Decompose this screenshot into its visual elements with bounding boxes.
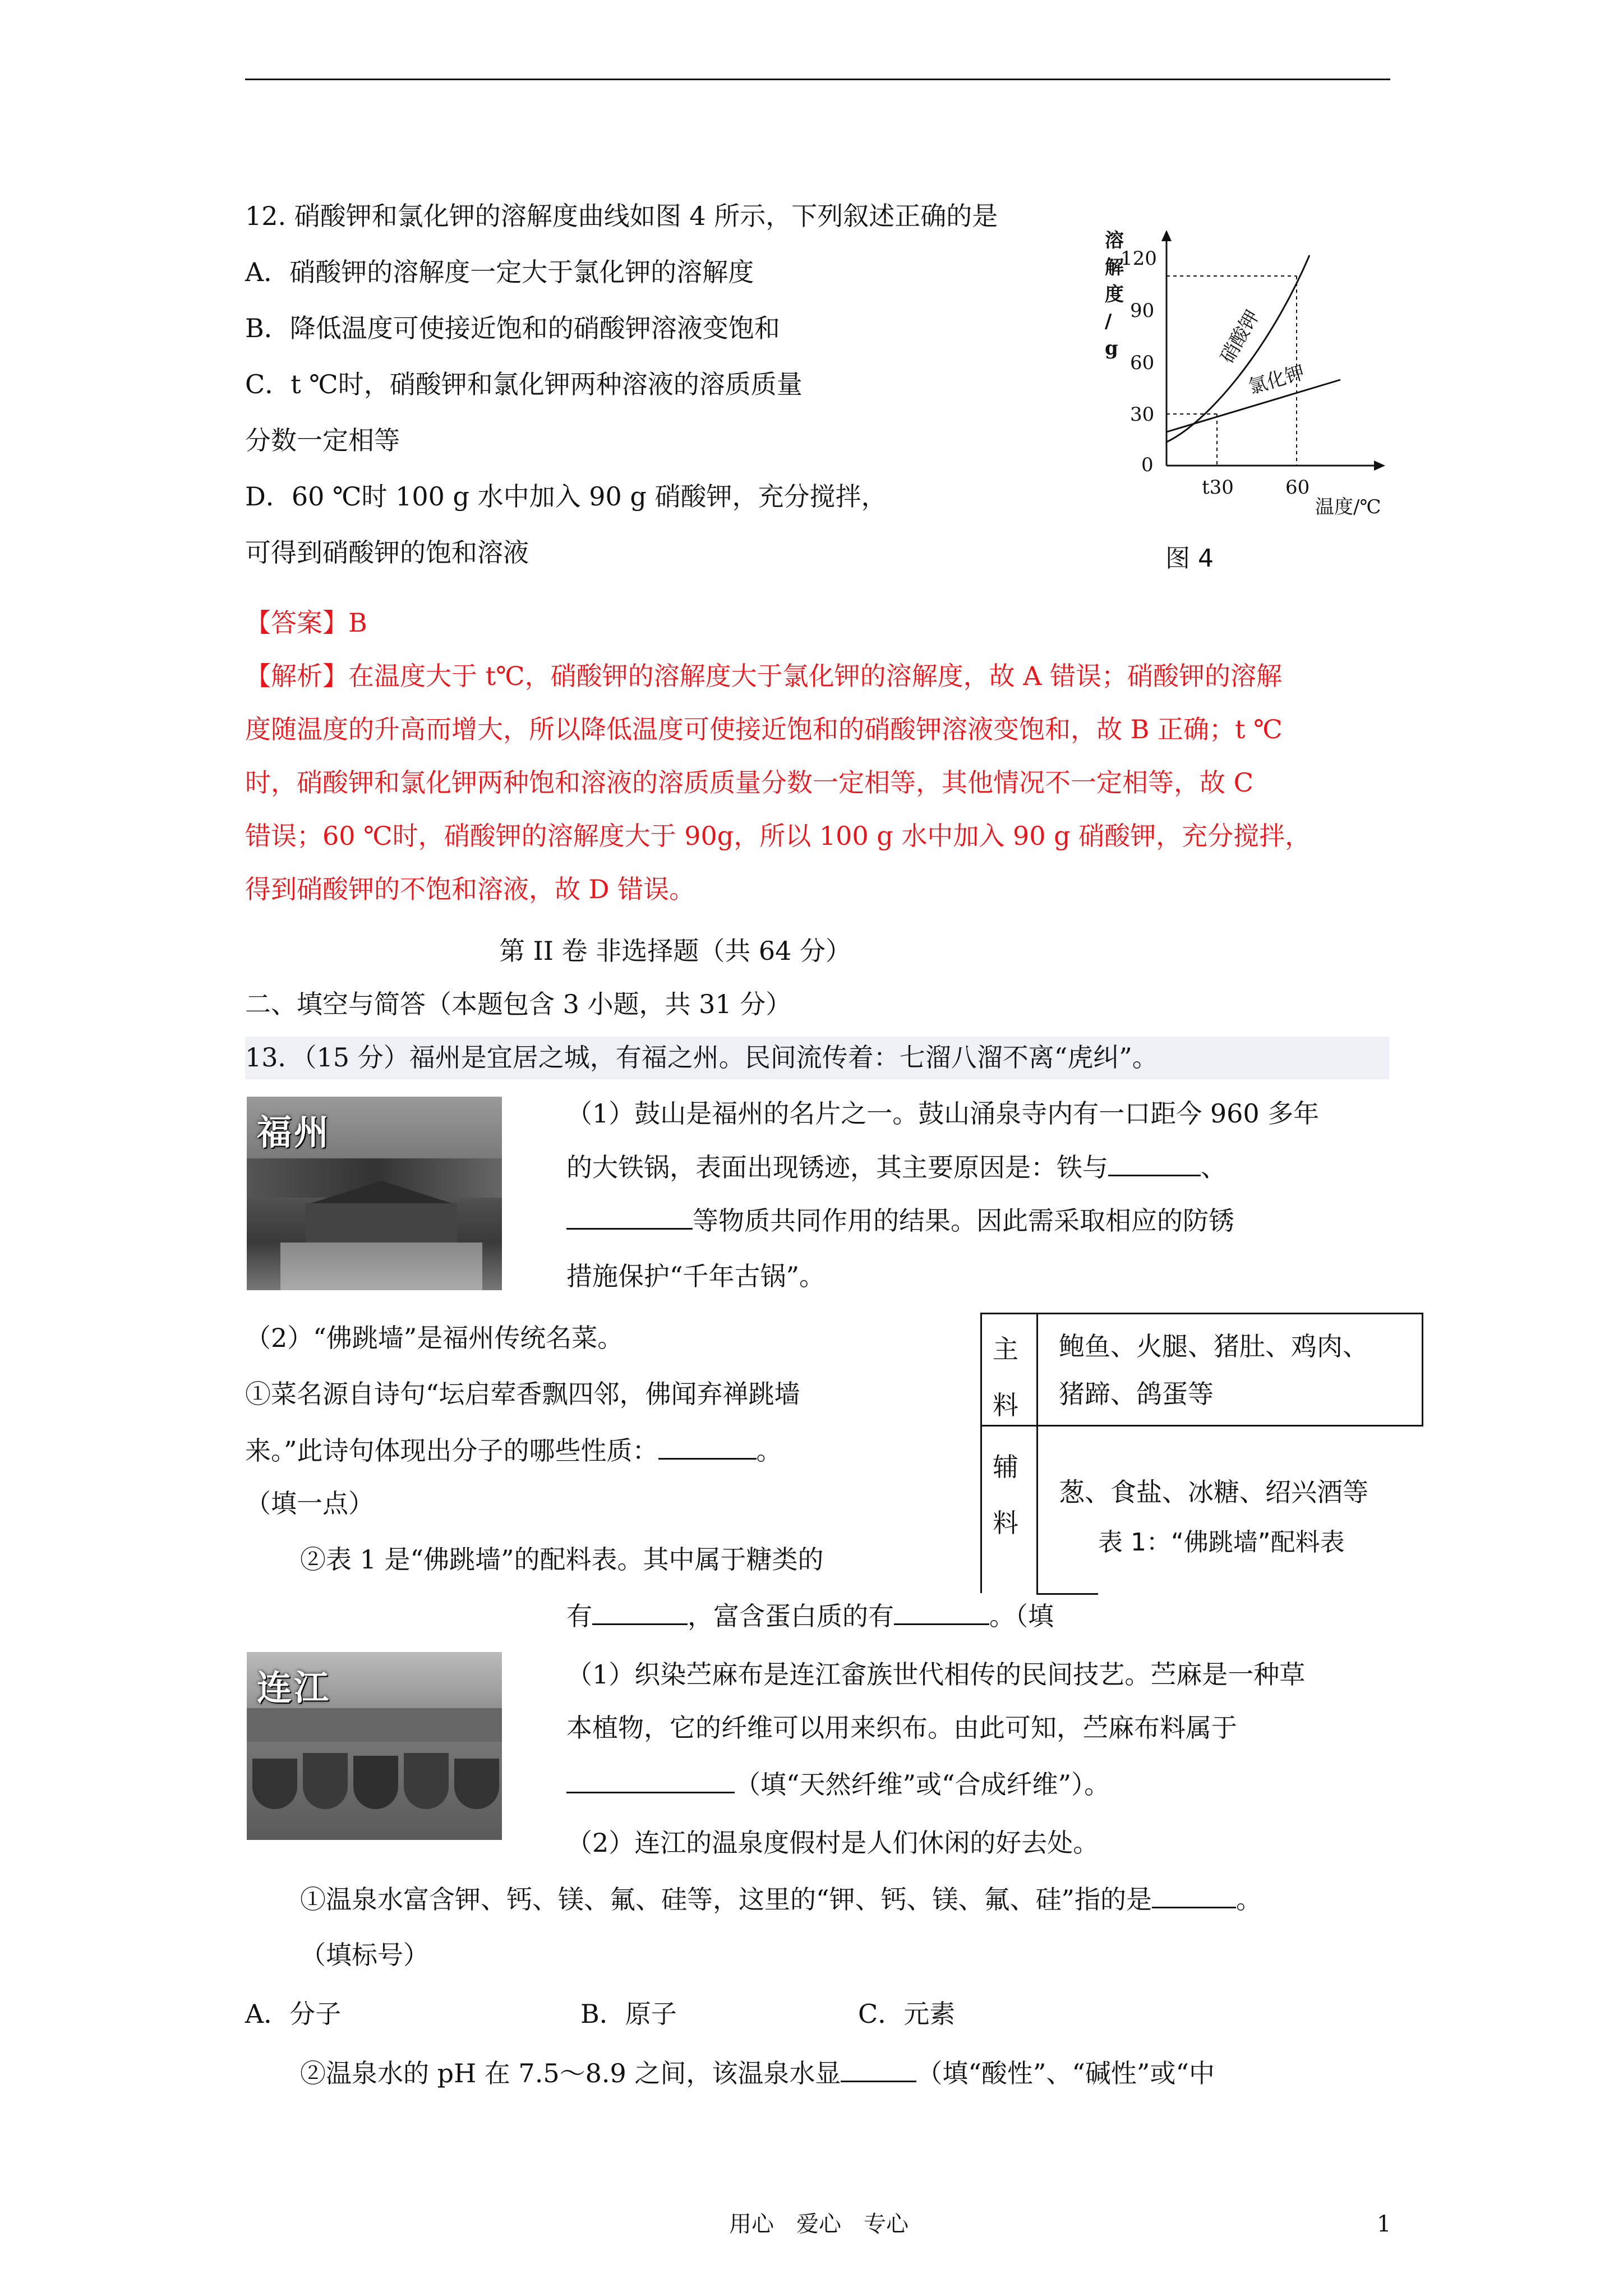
q13-option-b: B．原子 [580, 1999, 677, 2029]
solubility-figure [1082, 224, 1396, 583]
xtick-t30: t30 [1202, 476, 1234, 499]
q12-analysis-line2: 度随温度的升高而增大，所以降低温度可使接近饱和的硝酸钾溶液变饱和，故 B 正确；t ℃ [245, 714, 1283, 744]
q13-p3-line2: 本植物，它的纤维可以用来织布。由此可知，苎麻布料属于 [566, 1713, 1237, 1743]
q12-analysis-line1: 【解析】在温度大于 t℃，硝酸钾的溶解度大于氯化钾的溶解度，故 A 错误；硝酸钾的溶解 [245, 661, 1283, 691]
ylabel-char: / [1105, 310, 1112, 333]
q13-p5-text-b: （填“酸性”、“碱性”或“中 [916, 2058, 1215, 2088]
figure-xlabel: 温度/℃ [1315, 496, 1381, 518]
q13-p2-line5: ②表 1 是“佛跳墙”的配料表。其中属于糖类的 [300, 1544, 824, 1575]
q12-option-c-line2: 分数一定相等 [245, 425, 400, 455]
photo-boat-2 [303, 1753, 348, 1809]
q12-answer: 【答案】B [245, 608, 367, 638]
ytick-90: 90 [1130, 300, 1155, 322]
blank-rust-2[interactable] [566, 1203, 693, 1230]
photo-temple [306, 1203, 457, 1243]
q13-p2-line6-c: 。（填 [989, 1601, 1054, 1631]
blank-molecule[interactable] [658, 1433, 757, 1460]
q12-stem: 12. 硝酸钾和氯化钾的溶解度曲线如图 4 所示，下列叙述正确的是 [245, 201, 998, 231]
table-row2-value: 葱、食盐、冰糖、绍兴酒等 [1059, 1477, 1368, 1507]
figure-caption: 图 4 [1165, 544, 1214, 573]
q12-option-d-line1: D．60 ℃时 100 g 水中加入 90 g 硝酸钾，充分搅拌， [245, 481, 887, 512]
blank-protein[interactable] [894, 1599, 989, 1625]
q12-analysis-line3: 时，硝酸钾和氯化钾两种饱和溶液的溶质质量分数一定相等，其他情况不一定相等，故 C [245, 767, 1253, 798]
q13-p3-line3 [566, 1767, 1110, 1801]
table-row2-head: 辅料 [993, 1452, 1018, 1538]
q13-option-a: A．分子 [245, 1999, 342, 2029]
q13-option-c: C．元素 [858, 1999, 956, 2029]
q13-stem: 13．（15 分）福州是宜居之城，有福之州。民间流传着：七溜八溜不离“虎纠”。 [245, 1042, 1158, 1073]
q12-option-b: B．降低温度可使接近饱和的硝酸钾溶液变饱和 [245, 313, 780, 343]
q12-option-c-line1: C．t ℃时，硝酸钾和氯化钾两种溶液的溶质质量 [245, 369, 803, 399]
blank-ph[interactable] [841, 2056, 916, 2082]
lianjiang-photo [247, 1652, 502, 1840]
q13-p2-line6 [566, 1599, 1054, 1633]
q13-p4-line3: （填标号） [300, 1940, 429, 1970]
part2-title: 第 II 卷 非选择题（共 64 分） [499, 936, 851, 966]
header-rule [245, 79, 1390, 80]
q13-p4-line2-end: 。 [1236, 1884, 1262, 1915]
q13-p2-line6-a: 有 [566, 1601, 592, 1631]
q13-p1-line3 [566, 1203, 1234, 1237]
footer-motto: 用心 爱心 专心 [729, 2211, 909, 2237]
lianjiang-photo-tag: 连江 [257, 1667, 331, 1708]
xtick-60: 60 [1285, 476, 1310, 499]
q13-p3-line3-text: （填“天然纤维”或“合成纤维”）。 [735, 1769, 1110, 1800]
q13-p1-line2-text: 的大铁锅，表面出现锈迹，其主要原因是：铁与 [566, 1152, 1108, 1182]
photo-boat-4 [404, 1753, 449, 1809]
q12-option-a: A．硝酸钾的溶解度一定大于氯化钾的溶解度 [245, 257, 754, 287]
q13-p1-line4: 措施保护“千年古锅”。 [566, 1261, 826, 1291]
q12-analysis-line4: 错误；60 ℃时，硝酸钾的溶解度大于 90g，所以 100 g 水中加入 90 g 硝酸钾，充分搅拌， [245, 821, 1311, 851]
blank-element[interactable] [1152, 1882, 1236, 1908]
q13-p1-line2 [566, 1150, 1227, 1184]
ingredient-table [980, 1313, 1429, 1593]
fuzhou-photo [247, 1097, 502, 1290]
q13-p4-line2 [300, 1882, 1262, 1916]
q13-p4-line2-text: ①温泉水富含钾、钙、镁、氟、硅等，这里的“钾、钙、镁、氟、硅”指的是 [300, 1884, 1152, 1915]
photo-boat-5 [454, 1759, 499, 1809]
section2-heading: 二、填空与简答（本题包含 3 小题，共 31 分） [245, 989, 792, 1019]
table-right-border [1422, 1313, 1423, 1426]
table-bottom-stub [1036, 1593, 1098, 1595]
q13-p2-line1: （2）“佛跳墙”是福州传统名菜。 [245, 1323, 624, 1353]
q13-p5-text-a: ②温泉水的 pH 在 7.5～8.9 之间，该温泉水显 [300, 2058, 841, 2088]
photo-ground [280, 1243, 482, 1290]
table-row1-value-line1: 鲍鱼、火腿、猪肚、鸡肉、 [1059, 1331, 1368, 1361]
photo-shore [247, 1708, 502, 1742]
x-axis-arrow [1374, 461, 1385, 471]
q13-p2-line6-b: ，富含蛋白质的有 [688, 1601, 894, 1631]
ylabel-char: 溶 [1105, 229, 1124, 252]
q13-p2-line4: （填一点） [245, 1488, 374, 1519]
q13-p2-line2: ①菜名源自诗句“坛启荤香飘四邻，佛闻弃禅跳墙 [245, 1379, 800, 1409]
q13-p3-line1: （1）织染苎麻布是连江畲族世代相传的民间技艺。苎麻是一种草 [566, 1659, 1306, 1690]
q13-p2-line3-end: 。 [756, 1435, 782, 1466]
q12-option-d-line2: 可得到硝酸钾的饱和溶液 [245, 537, 529, 568]
ylabel-char: g [1105, 337, 1118, 360]
fuzhou-photo-tag: 福州 [257, 1112, 331, 1153]
y-axis-arrow [1161, 230, 1172, 241]
q13-p5-line [300, 2056, 1215, 2090]
q13-p1-line1: （1）鼓山是福州的名片之一。鼓山涌泉寺内有一口距今 960 多年 [566, 1098, 1320, 1129]
table-row1-head: 主料 [993, 1334, 1018, 1420]
ylabel-char: 度 [1105, 283, 1124, 306]
blank-sugar[interactable] [592, 1599, 688, 1625]
table-row1-value-line2: 猪蹄、鸽蛋等 [1059, 1379, 1214, 1409]
page-number: 1 [1377, 2211, 1391, 2237]
table-caption: 表 1：“佛跳墙”配料表 [1098, 1528, 1345, 1557]
ytick-60: 60 [1130, 352, 1155, 374]
blank-fiber[interactable] [566, 1767, 735, 1793]
table-top-border [980, 1313, 1423, 1314]
ylabel-char: 解 [1105, 256, 1124, 279]
table-col-divider [1036, 1313, 1038, 1593]
photo-boat-1 [252, 1759, 297, 1809]
q13-p2-line3 [245, 1433, 782, 1467]
q13-p4-line1: （2）连江的温泉度假村是人们休闲的好去处。 [566, 1828, 1099, 1858]
ytick-120: 120 [1121, 247, 1157, 270]
photo-boat-3 [353, 1756, 398, 1809]
q13-p1-line3-text: 等物质共同作用的结果。因此需采取相应的防锈 [693, 1205, 1234, 1236]
table-row-divider [980, 1425, 1423, 1427]
kno3-label: 硝酸钾 [1216, 306, 1264, 367]
q12-analysis-line5: 得到硝酸钾的不饱和溶液，故 D 错误。 [245, 874, 695, 904]
q13-p2-line3-text: 来。”此诗句体现出分子的哪些性质： [245, 1435, 658, 1466]
kcl-label: 氯化钾 [1246, 361, 1307, 399]
q13-p1-line2-sep: 、 [1201, 1152, 1227, 1182]
ytick-30: 30 [1130, 403, 1155, 426]
ytick-0: 0 [1141, 454, 1154, 476]
blank-rust-1[interactable] [1108, 1150, 1201, 1176]
